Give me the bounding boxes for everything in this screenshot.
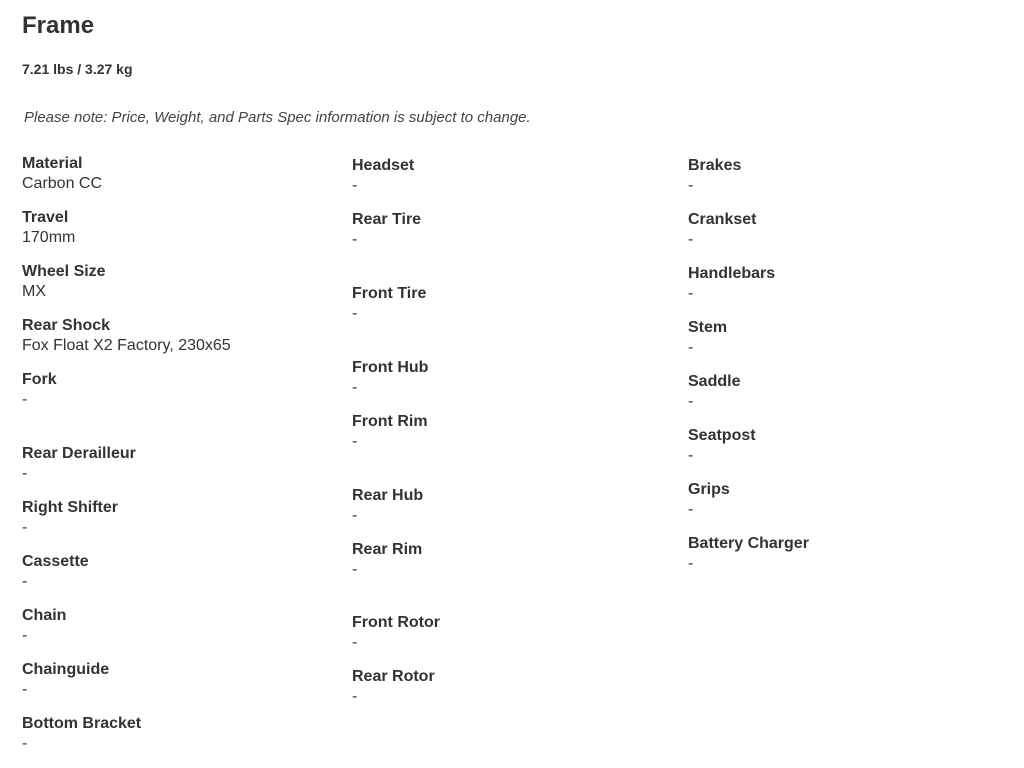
spec-label: Fork bbox=[22, 371, 57, 388]
spec-label: Grips bbox=[688, 481, 730, 498]
spec-front-rotor bbox=[352, 613, 672, 653]
spec-label: Bottom Bracket bbox=[22, 715, 142, 732]
spec-battery-charger bbox=[688, 534, 1008, 574]
spec-fork bbox=[22, 370, 342, 410]
spec-label: Handlebars bbox=[688, 265, 776, 282]
spec-value: Fox Float X2 Factory, 230x65 bbox=[22, 337, 231, 354]
spec-travel bbox=[22, 208, 342, 248]
spec-value: - bbox=[352, 688, 358, 705]
spec-front-rim bbox=[352, 412, 672, 452]
spec-label: Rear Tire bbox=[352, 211, 422, 228]
spec-wheel-size bbox=[22, 262, 342, 302]
spec-value: - bbox=[22, 391, 28, 408]
spec-rear-shock bbox=[22, 316, 342, 356]
spec-bottom-bracket bbox=[22, 714, 342, 754]
spec-value: - bbox=[688, 231, 694, 248]
spec-value: - bbox=[22, 627, 28, 644]
spec-stem bbox=[688, 318, 1008, 358]
spec-value: Carbon CC bbox=[22, 175, 103, 192]
spec-label: Saddle bbox=[688, 373, 741, 390]
spec-value: - bbox=[688, 447, 694, 464]
spec-value: - bbox=[352, 177, 358, 194]
spec-label: Material bbox=[22, 155, 83, 172]
spec-value: - bbox=[352, 507, 358, 524]
spec-change-note: Please note: Price, Weight, and Parts Spec information is subject to change. bbox=[24, 109, 531, 126]
page-title: Frame bbox=[22, 12, 95, 39]
spec-label: Front Rim bbox=[352, 413, 428, 430]
spec-value: - bbox=[352, 231, 358, 248]
spec-label: Chainguide bbox=[22, 661, 110, 678]
spec-label: Seatpost bbox=[688, 427, 756, 444]
spec-value: - bbox=[22, 573, 28, 590]
spec-label: Front Rotor bbox=[352, 614, 440, 631]
spec-value: - bbox=[22, 681, 28, 698]
spec-rear-rim bbox=[352, 540, 672, 580]
spec-label: Cassette bbox=[22, 553, 89, 570]
spec-label: Battery Charger bbox=[688, 535, 809, 552]
spec-label: Brakes bbox=[688, 157, 742, 174]
spec-value: 170mm bbox=[22, 229, 76, 246]
spec-value: - bbox=[352, 379, 358, 396]
spec-value: - bbox=[688, 339, 694, 356]
spec-value: MX bbox=[22, 283, 46, 300]
spec-label: Wheel Size bbox=[22, 263, 106, 280]
spec-label: Rear Shock bbox=[22, 317, 111, 334]
spec-chain bbox=[22, 606, 342, 646]
spec-label: Rear Derailleur bbox=[22, 445, 136, 462]
spec-value: - bbox=[688, 285, 694, 302]
spec-value: - bbox=[352, 634, 358, 651]
spec-value: - bbox=[352, 305, 358, 322]
spec-front-hub bbox=[352, 358, 672, 398]
spec-value: - bbox=[688, 555, 694, 572]
spec-headset bbox=[352, 156, 672, 196]
spec-brakes bbox=[688, 156, 1008, 196]
spec-label: Travel bbox=[22, 209, 69, 226]
spec-value: - bbox=[352, 433, 358, 450]
spec-rear-hub bbox=[352, 486, 672, 526]
spec-rear-rotor bbox=[352, 667, 672, 707]
frame-weight: 7.21 lbs / 3.27 kg bbox=[22, 61, 133, 77]
spec-chainguide bbox=[22, 660, 342, 700]
spec-label: Right Shifter bbox=[22, 499, 118, 516]
spec-saddle bbox=[688, 372, 1008, 412]
spec-value: - bbox=[688, 177, 694, 194]
spec-label: Rear Hub bbox=[352, 487, 424, 504]
spec-value: - bbox=[352, 561, 358, 578]
spec-seatpost bbox=[688, 426, 1008, 466]
spec-right-shifter bbox=[22, 498, 342, 538]
spec-value: - bbox=[22, 519, 28, 536]
spec-value: - bbox=[688, 393, 694, 410]
spec-label: Stem bbox=[688, 319, 728, 336]
spec-value: - bbox=[22, 735, 28, 752]
spec-label: Chain bbox=[22, 607, 67, 624]
spec-material bbox=[22, 154, 342, 194]
spec-label: Headset bbox=[352, 157, 415, 174]
spec-label: Front Tire bbox=[352, 285, 427, 302]
spec-crankset bbox=[688, 210, 1008, 250]
spec-value: - bbox=[22, 465, 28, 482]
spec-value: - bbox=[688, 501, 694, 518]
spec-label: Rear Rim bbox=[352, 541, 423, 558]
spec-cassette bbox=[22, 552, 342, 592]
spec-rear-derailleur bbox=[22, 444, 342, 484]
spec-label: Crankset bbox=[688, 211, 757, 228]
spec-label: Front Hub bbox=[352, 359, 429, 376]
spec-front-tire bbox=[352, 284, 672, 324]
spec-grips bbox=[688, 480, 1008, 520]
spec-rear-tire bbox=[352, 210, 672, 250]
spec-handlebars bbox=[688, 264, 1008, 304]
spec-label: Rear Rotor bbox=[352, 668, 435, 685]
